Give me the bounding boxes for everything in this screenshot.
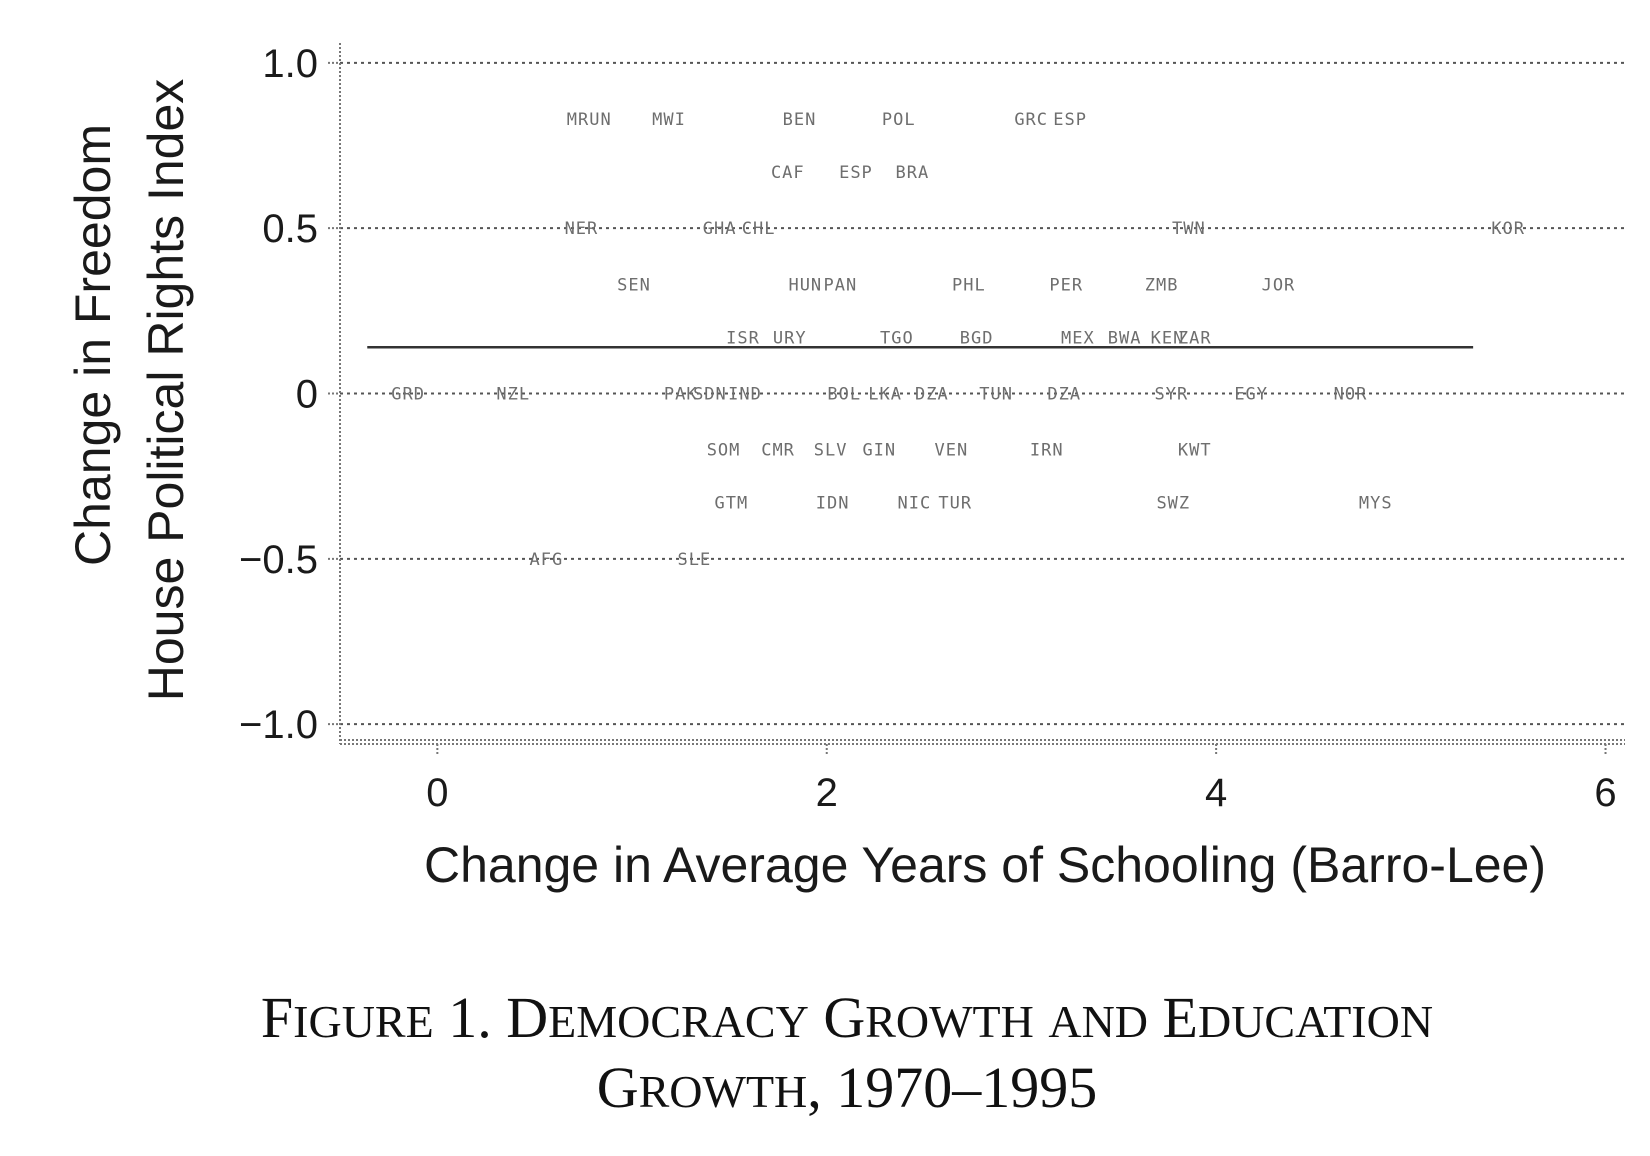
point-label: ESP: [1053, 110, 1087, 131]
x-axis-ticks: [426, 744, 1616, 815]
country-points: [391, 110, 1525, 570]
point-label: CMR: [761, 440, 795, 461]
point-label: SEN: [617, 275, 651, 296]
point-label: TUN: [979, 384, 1013, 405]
point-label: KWT: [1177, 440, 1212, 461]
point-label: NOR: [1333, 384, 1368, 405]
y-tick-label: −0.5: [239, 537, 318, 582]
y-tick-label: 0: [295, 372, 318, 417]
point-label: DZA: [915, 384, 949, 405]
point-label: SLV: [813, 440, 848, 461]
y-tick-label: 1.0: [262, 41, 318, 86]
point-label: GRD: [391, 384, 426, 405]
point-label: IND: [728, 384, 762, 405]
point-label: NER: [564, 219, 599, 240]
point-label: TGO: [879, 328, 914, 349]
point-label: JOR: [1261, 275, 1296, 296]
caption-segment: IGURE: [293, 996, 434, 1047]
point-label: CHL: [741, 219, 776, 240]
point-label: CAF: [770, 162, 805, 183]
point-label: TUR: [938, 493, 973, 514]
y-tick-label: 0.5: [262, 207, 318, 252]
caption-segment: AND: [1048, 996, 1149, 1047]
caption-segment: ROWTH: [865, 996, 1034, 1047]
x-axis-title: Change in Average Years of Schooling (Barro-Lee): [423, 837, 1547, 893]
y-axis-title-line1: Change in Freedom: [65, 124, 121, 566]
point-label: PAN: [823, 275, 858, 296]
point-label: VEN: [934, 440, 969, 461]
y-axis-title-line2: House Political Rights Index: [138, 78, 194, 702]
point-label: MYS: [1358, 493, 1393, 514]
point-label: ZAR: [1177, 328, 1212, 349]
point-label: SWZ: [1156, 493, 1191, 514]
point-label: PHL: [952, 275, 986, 296]
y-axis-ticks: [239, 42, 340, 747]
figure-caption-line2: [597, 1055, 1098, 1120]
point-label: ESP: [839, 162, 873, 183]
point-label: SOM: [706, 440, 741, 461]
figure-caption-line1: [261, 985, 1433, 1050]
point-label: GIN: [862, 440, 897, 461]
point-label: DZA: [1047, 384, 1082, 405]
point-label: SLE: [677, 549, 712, 570]
point-label: GRC: [1014, 110, 1049, 131]
point-label: SDN: [693, 384, 727, 405]
point-label: GTM: [714, 493, 749, 514]
caption-segment: E: [1148, 985, 1198, 1050]
point-label: PER: [1049, 275, 1084, 296]
x-tick-label: 6: [1594, 771, 1617, 815]
caption-segment: G: [596, 1055, 639, 1120]
caption-segment: G: [808, 985, 866, 1050]
point-label: MRUN: [566, 110, 612, 131]
point-label: URY: [772, 328, 807, 349]
caption-segment: 1. D: [433, 985, 549, 1050]
caption-segment: DUCATION: [1197, 996, 1434, 1047]
point-label: LKA: [868, 384, 903, 405]
x-tick-label: 0: [426, 771, 449, 815]
point-label: IRN: [1029, 440, 1064, 461]
point-label: SYR: [1154, 384, 1189, 405]
point-label: BRA: [895, 162, 930, 183]
point-label: BOL: [827, 384, 862, 405]
point-label: KOR: [1491, 219, 1526, 240]
point-label: ZMB: [1144, 275, 1179, 296]
point-label: EGY: [1234, 384, 1269, 405]
x-tick-label: 2: [815, 771, 838, 815]
point-label: PAK: [663, 384, 698, 405]
point-label: BGD: [959, 328, 994, 349]
point-label: MEX: [1061, 328, 1095, 349]
point-label: IDN: [815, 493, 850, 514]
point-label: GHA: [702, 219, 737, 240]
point-label: NZL: [496, 384, 531, 405]
point-label: BWA: [1107, 328, 1142, 349]
point-label: AFG: [529, 549, 564, 570]
x-tick-label: 4: [1205, 771, 1228, 815]
point-label: KEN: [1150, 328, 1185, 349]
point-label: BEN: [782, 110, 817, 131]
caption-segment: , 1970–1995: [807, 1055, 1098, 1120]
caption-segment: F: [260, 985, 294, 1050]
point-label: TWN: [1172, 219, 1206, 240]
y-tick-label: −1.0: [239, 703, 318, 748]
caption-segment: [1034, 985, 1049, 1050]
point-label: POL: [881, 110, 916, 131]
point-label: HUN: [788, 275, 823, 296]
caption-segment: ROWTH: [638, 1066, 808, 1117]
point-label: NIC: [897, 493, 932, 514]
point-label: ISR: [726, 328, 760, 349]
caption-segment: EMOCRACY: [548, 996, 809, 1047]
point-label: MWI: [652, 110, 686, 131]
